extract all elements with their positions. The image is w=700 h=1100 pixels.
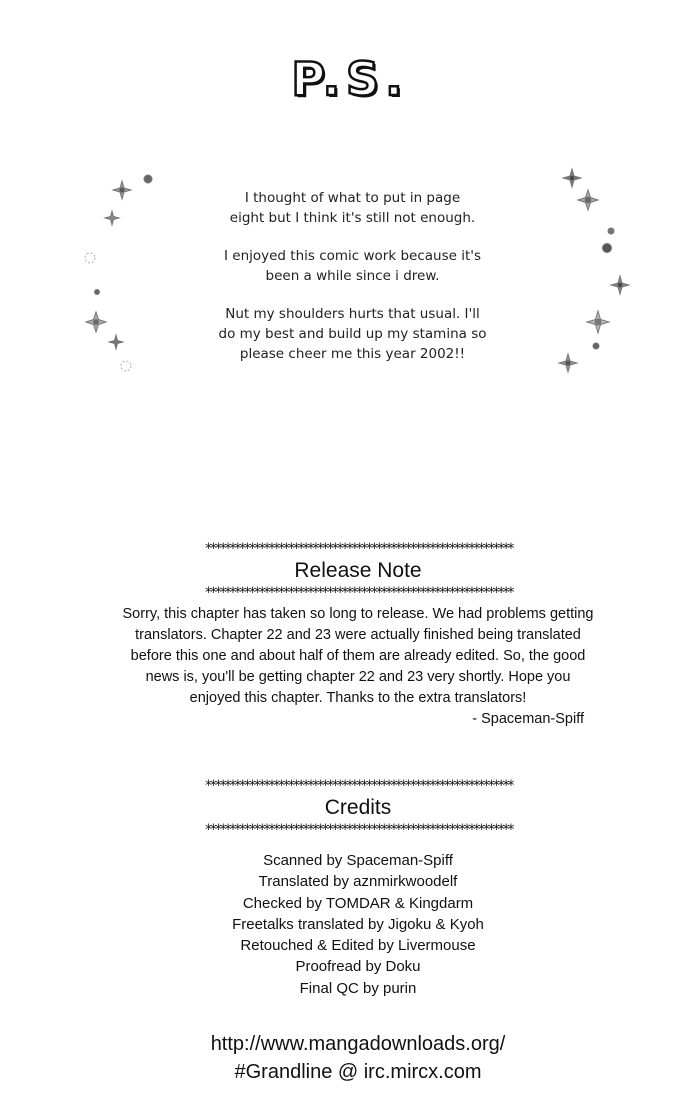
sparkle-icon: [559, 354, 577, 372]
text-line: I enjoyed this comic work because it's: [223, 248, 482, 264]
credit-item: Proofread by Doku: [295, 958, 421, 976]
release-note-heading: Release Note: [294, 559, 422, 582]
credit-item: Final QC by purin: [299, 979, 417, 997]
sparkle-icon: [85, 253, 95, 263]
text-line: Nut my shoulders hurts that usual. I'll: [225, 306, 480, 322]
page-title: P.S.: [291, 52, 409, 106]
text-line: I thought of what to put in page: [244, 190, 461, 206]
sparkle-icon: [593, 343, 599, 349]
text-line: translators. Chapter 22 and 23 were actually finished being translated: [135, 627, 581, 643]
text-line: Sorry, this chapter has taken so long to release. We had problems getting: [122, 606, 594, 622]
divider: ***************************************************************: [204, 542, 512, 556]
release-note-body: [118, 604, 598, 709]
credit-item: Scanned by Spaceman-Spiff: [263, 852, 453, 869]
sparkle-icon: [603, 244, 612, 253]
sparkle-icon: [608, 228, 614, 234]
freetalk-paragraph: [190, 304, 515, 364]
credit-item: Translated by aznmirkwoodelf: [258, 873, 458, 891]
sparkle-icon: [121, 361, 131, 371]
text-line: before this one and about half of them are already edited. So, the good: [130, 648, 586, 664]
sparkle-icon: [144, 175, 152, 183]
credits-heading: Credits: [324, 796, 392, 819]
divider: ***************************************************************: [204, 586, 512, 600]
credit-item: Freetalks translated by Jigoku & Kyoh: [232, 915, 484, 933]
sparkle-icon: [113, 181, 131, 199]
irc-link[interactable]: #Grandline @ irc.mircx.com: [234, 1061, 482, 1083]
website-link[interactable]: http://www.mangadownloads.org/: [210, 1033, 506, 1055]
sparkle-icon: [611, 276, 629, 294]
sparkle-icon: [109, 335, 123, 349]
text-line: been a while since i drew.: [265, 268, 440, 284]
credit-item: Retouched & Edited by Livermouse: [240, 937, 476, 955]
release-note-signature: - Spaceman-Spiff: [472, 711, 584, 727]
credit-item: Checked by TOMDAR & Kingdarm: [242, 894, 474, 912]
divider: ***************************************************************: [204, 779, 512, 793]
divider: ***************************************************************: [204, 823, 512, 837]
freetalk-paragraph: [190, 246, 515, 286]
sparkle-icon: [86, 312, 106, 332]
credits-list: [118, 850, 598, 999]
freetalk-text: [190, 188, 515, 382]
text-line: enjoyed this chapter. Thanks to the extra translators!: [189, 690, 527, 706]
release-note-section: [118, 542, 598, 730]
credits-section: [118, 779, 598, 837]
sparkle-icon: [578, 190, 598, 210]
links-section: [118, 1030, 598, 1086]
sparkle-icon: [95, 290, 100, 295]
text-line: do my best and build up my stamina so: [218, 326, 487, 342]
freetalk-paragraph: [190, 188, 515, 228]
text-line: please cheer me this year 2002!!: [239, 346, 466, 362]
sparkle-icon: [105, 211, 119, 225]
text-line: eight but I think it's still not enough.: [229, 210, 476, 226]
sparkle-icon: [563, 169, 581, 187]
text-line: news is, you'll be getting chapter 22 and 23 very shortly. Hope you: [145, 669, 571, 685]
sparkle-icon: [587, 311, 609, 333]
